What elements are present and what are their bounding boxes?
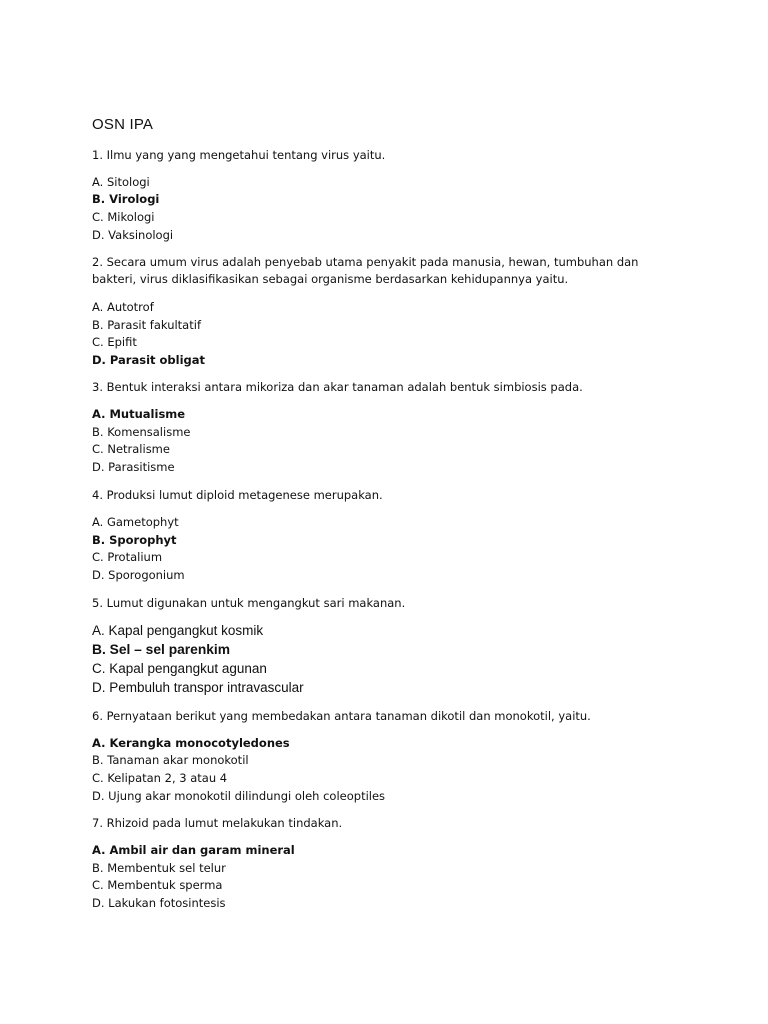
question-3-option-c: C. Netralisme	[92, 442, 170, 456]
question-2-option-c: C. Epifit	[92, 335, 137, 349]
question-2-text-line-1: 2. Secara umum virus adalah penyebab utama penyakit pada manusia, hewan, tumbuhan dan	[92, 255, 639, 269]
question-6-text: 6. Pernyataan berikut yang membedakan antara tanaman dikotil dan monokotil, yaitu.	[92, 709, 591, 723]
question-7-option-d: D. Lakukan fotosintesis	[92, 896, 226, 910]
question-2-option-b: B. Parasit fakultatif	[92, 318, 201, 332]
question-5-option-a: A. Kapal pengangkut kosmik	[92, 623, 264, 638]
question-4-option-d: D. Sporogonium	[92, 568, 185, 582]
question-7-text: 7. Rhizoid pada lumut melakukan tindakan.	[92, 816, 343, 830]
question-6-option-a: A. Kerangka monocotyledones	[92, 736, 290, 750]
question-7-option-b: B. Membentuk sel telur	[92, 861, 226, 875]
question-2-option-a: A. Autotrof	[92, 300, 154, 314]
question-1-option-c: C. Mikologi	[92, 210, 155, 224]
question-2-text-line-2: bakteri, virus diklasifikasikan sebagai organisme berdasarkan kehidupannya yaitu.	[92, 272, 569, 286]
question-1-option-a: A. Sitologi	[92, 175, 150, 189]
question-5-text: 5. Lumut digunakan untuk mengangkut sari makanan.	[92, 596, 406, 610]
question-5-option-c: C. Kapal pengangkut agunan	[92, 661, 267, 676]
question-3-option-b: B. Komensalisme	[92, 425, 191, 439]
question-5-option-b: B. Sel – sel parenkim	[92, 642, 231, 657]
question-3-option-a: A. Mutualisme	[92, 407, 186, 421]
question-7-option-a: A. Ambil air dan garam mineral	[92, 843, 295, 857]
question-4-text: 4. Produksi lumut diploid metagenese merupakan.	[92, 488, 383, 502]
question-4-option-b: B. Sporophyt	[92, 533, 177, 547]
question-6-option-b: B. Tanaman akar monokotil	[92, 753, 249, 767]
question-1-option-d: D. Vaksinologi	[92, 228, 174, 242]
question-3-option-d: D. Parasitisme	[92, 460, 175, 474]
question-1-option-b: B. Virologi	[92, 192, 160, 206]
question-2-option-d: D. Parasit obligat	[92, 353, 206, 367]
question-4-option-c: C. Protalium	[92, 550, 163, 564]
question-6-option-d: D. Ujung akar monokotil dilindungi oleh coleoptiles	[92, 789, 386, 803]
question-5-option-d: D. Pembuluh transpor intravascular	[92, 680, 304, 695]
question-6-option-c: C. Kelipatan 2, 3 atau 4	[92, 771, 228, 785]
question-1-text: 1. Ilmu yang yang mengetahui tentang virus yaitu.	[92, 148, 386, 162]
document-title: OSN IPA	[92, 116, 154, 133]
question-4-option-a: A. Gametophyt	[92, 515, 179, 529]
question-7-option-c: C. Membentuk sperma	[92, 878, 223, 892]
question-3-text: 3. Bentuk interaksi antara mikoriza dan akar tanaman adalah bentuk simbiosis pada.	[92, 380, 583, 394]
